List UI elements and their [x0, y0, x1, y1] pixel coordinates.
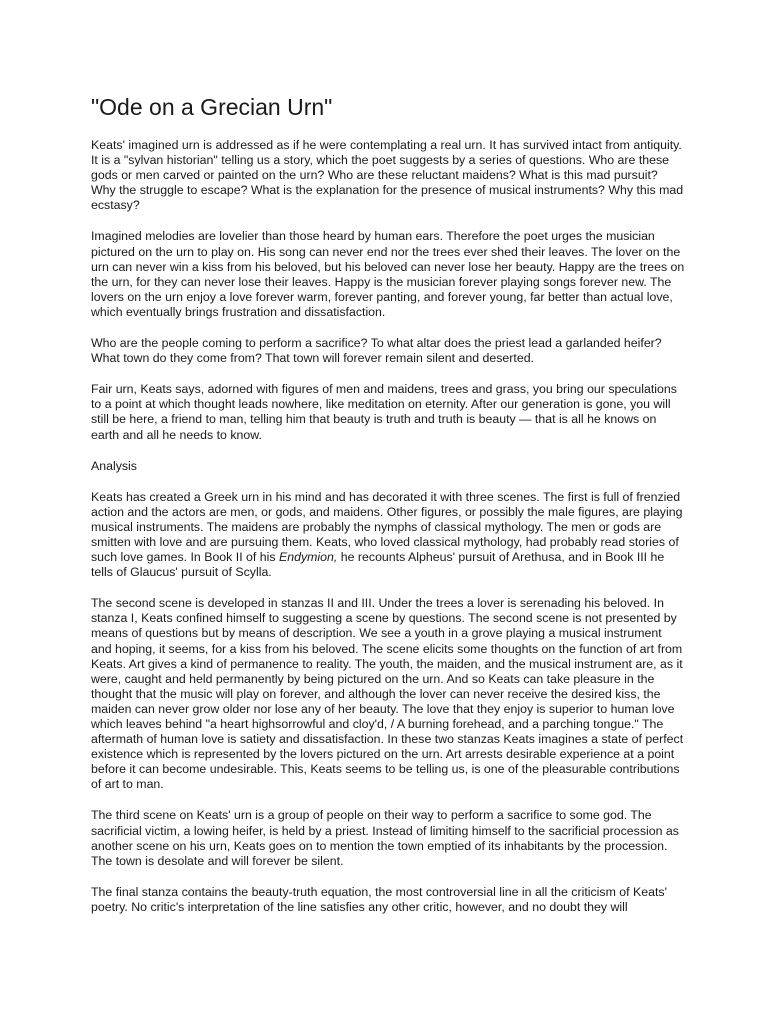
paragraph-intro: Keats' imagined urn is addressed as if he were contemplating a real urn. It has survived intact from antiquity. It is a "sylvan historian" telling us a story, which the poet suggests by a series of questions. Who are these gods or men carved or painted on the urn? Who are these reluctant maidens? What is this mad pursuit? Why the struggle to escape? What is the explanation for the presence of musical instruments? Why this mad ecstasy?	[91, 138, 684, 213]
page-title: "Ode on a Grecian Urn"	[91, 94, 333, 120]
analysis-paragraph-first-scene	[91, 490, 685, 581]
analysis-paragraph-final-stanza: The final stanza contains the beauty-truth equation, the most controversial line in all the criticism of Keats' poetry. No critic's interpretation of the line satisfies any other critic, however, and no doubt they will	[91, 884, 667, 914]
endymion-title: Endymion,	[279, 550, 338, 565]
analysis-p1-text-after: he recounts Alpheus' pursuit of Arethusa, and in Book III he tells of Glaucus' pursuit of Scylla.	[91, 550, 665, 580]
analysis-paragraph-second-scene: The second scene is developed in stanzas II and III. Under the trees a lover is serenading his beloved. In stanza I, Keats confined himself to suggesting a scene by questions. The second scene is not presented by means of questions but by means of description. We see a youth in a grove playing a musical instrument and hoping, it seems, for a kiss from his beloved. The scene elicits some thoughts on the function of art from Keats. Art gives a kind of permanence to reality. The youth, the maiden, and the musical instrument are, as it were, caught and held permanently by being pictured on the urn. And so Keats can take pleasure in the thought that the music will play on forever, and although the lover can never receive the desired kiss, the maiden can never grow older nor lose any of her beauty. The love that they enjoy is superior to human love which leaves behind "a heart highsorrowful and cloy'd, / A burning forehead, and a parching tongue." The aftermath of human love is satiety and dissatisfaction. In these two stanzas Keats imagines a state of perfect existence which is represented by the lovers pictured on the urn. Art arrests desirable experience at a point before it can become undesirable. This, Keats seems to be telling us, is one of the pleasurable contributions of art to man.	[91, 596, 684, 792]
paragraph-fair-urn: Fair urn, Keats says, adorned with figures of men and maidens, trees and grass, you bring our speculations to a point at which thought leads nowhere, like meditation on eternity. After our generation is gone, you will still be here, a friend to man, telling him that beauty is truth and truth is beauty — that is all he knows on earth and all he needs to know.	[91, 382, 677, 442]
document-page	[91, 93, 685, 931]
paragraph-sacrifice: Who are the people coming to perform a sacrifice? To what altar does the priest lead a garlanded heifer? What town do they come from? That town will forever remain silent and deserted.	[91, 336, 662, 366]
analysis-heading: Analysis	[91, 458, 137, 473]
analysis-p1-text-before: Keats has created a Greek urn in his mind and has decorated it with three scenes. The first is full of frenzied action and the actors are men, or gods, and maidens. Other figures, or possibly the male figures, are playing musical instruments. The maidens are probably the nymphs of classical mythology. The men or gods are smitten with love and are pursuing them. Keats, who loved classical mythology, had probably read stories of such love games. In Book II of his	[91, 489, 683, 565]
analysis-paragraph-third-scene: The third scene on Keats' urn is a group of people on their way to perform a sacrifice to some god. The sacrificial victim, a lowing heifer, is held by a priest. Instead of limiting himself to the sacrificial procession as another scene on his urn, Keats goes on to mention the town emptied of its inhabitants by the procession. The town is desolate and will forever be silent.	[91, 808, 679, 868]
paragraph-melodies: Imagined melodies are lovelier than those heard by human ears. Therefore the poet urges the musician pictured on the urn to play on. His song can never end nor the trees ever shed their leaves. The lover on the urn can never win a kiss from his beloved, but his beloved can never lose her beauty. Happy are the trees on the urn, for they can never lose their leaves. Happy is the musician forever playing songs forever new. The lovers on the urn enjoy a love forever warm, forever panting, and forever young, far better than actual love, which eventually brings frustration and dissatisfaction.	[91, 229, 685, 319]
